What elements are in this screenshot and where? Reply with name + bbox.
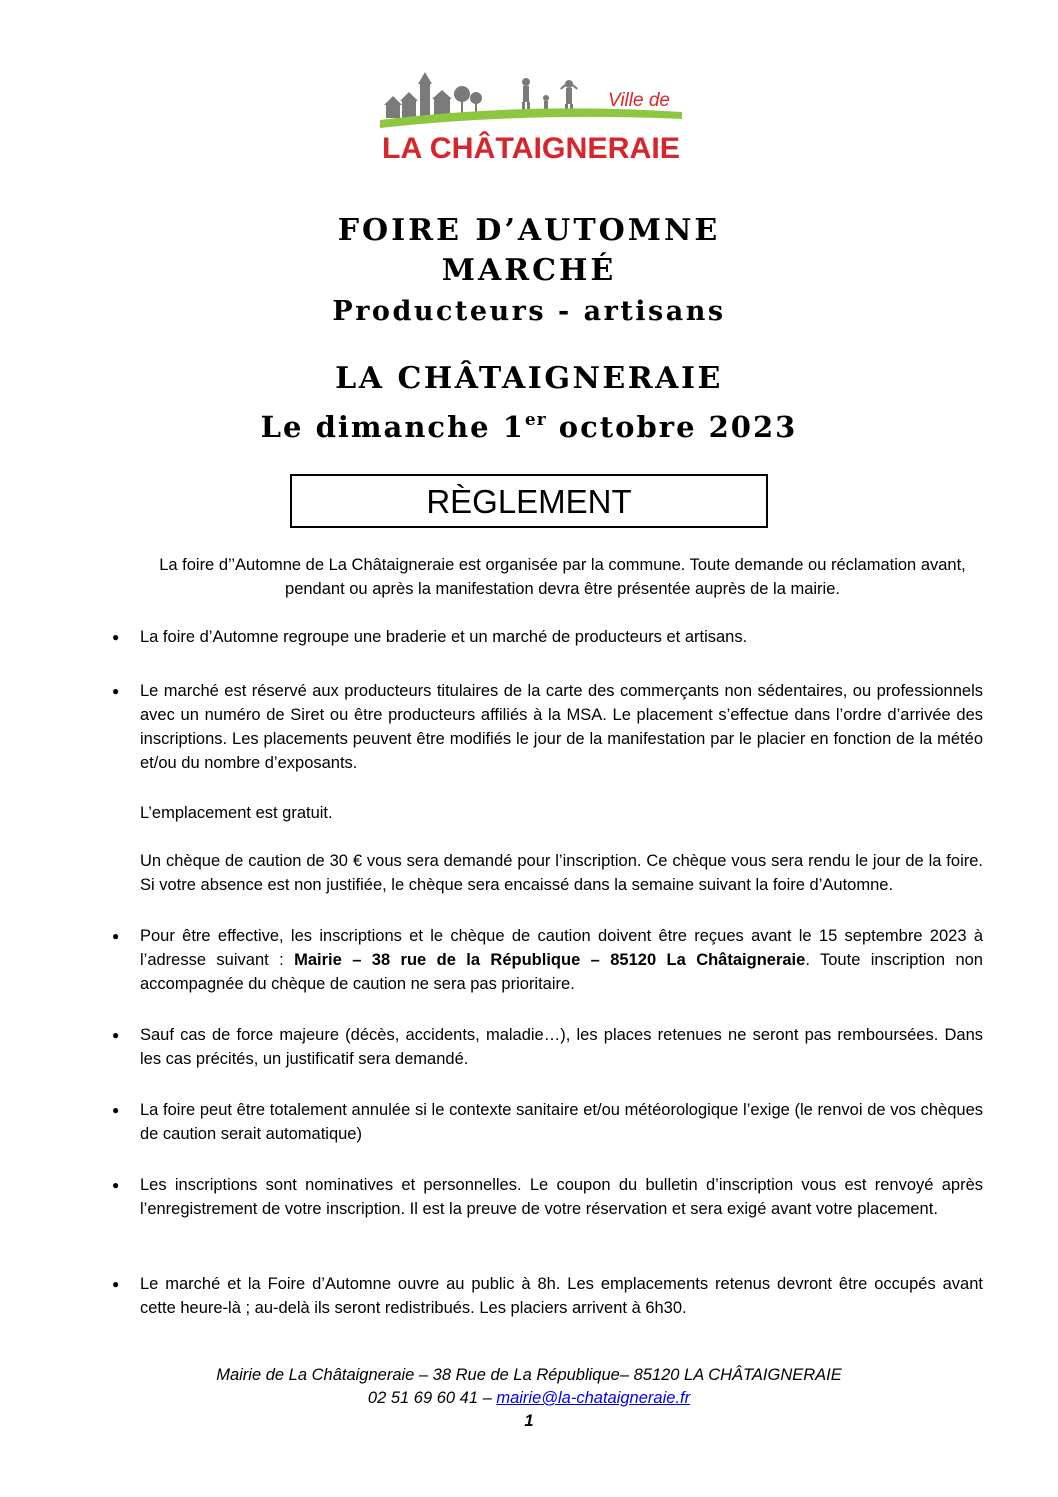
- bullet-icon: ●: [112, 929, 120, 943]
- title-ville: LA CHÂTAIGNERAIE: [335, 361, 723, 396]
- reglement-heading: RÈGLEMENT: [290, 474, 768, 528]
- rule-text: La foire peut être totalement annulée si le contexte sanitaire et/ou météorologique l’exige (le renvoi de vos chèques de caution serait automatique): [140, 1101, 983, 1143]
- title-foire: FOIRE D’AUTOMNE: [337, 213, 721, 248]
- rule-text: Sauf cas de force majeure (décès, accidents, maladie…), les places retenues ne seront pas remboursées. Dans les cas précités, un justificatif sera demandé.: [140, 1026, 983, 1068]
- rule-text: Les inscriptions sont nominatives et personnelles. Le coupon du bulletin d’inscription vous est renvoyé après l’enregistrement de votre inscription. Il est la preuve de votre réservation et sera exigé avant votre placement.: [140, 1176, 983, 1218]
- mairie-address: Mairie – 38 rue de la République – 85120 La Châtaigneraie: [294, 951, 806, 969]
- logo: [376, 72, 686, 168]
- date-suffix: octobre 2023: [546, 410, 798, 444]
- village-silhouette: [384, 72, 482, 118]
- title-producteurs: Producteurs - artisans: [332, 296, 726, 327]
- bullet-icon: ●: [112, 1277, 120, 1291]
- rule-text: La foire d’Automne regroupe une braderie et un marché de producteurs et artisans.: [140, 628, 748, 646]
- date-sup: er: [524, 410, 547, 430]
- title-marche: MARCHÉ: [441, 253, 617, 288]
- rule-text-pre: Pour être effective, les inscriptions et le chèque de caution doivent être reçues avant le 15 septembre 2023 à l’adresse suivant :: [140, 927, 983, 969]
- page-footer: [0, 1364, 1058, 1433]
- title-date: [0, 400, 1058, 447]
- page-number: 1: [524, 1412, 534, 1430]
- footer-address: Mairie de La Châtaigneraie – 38 Rue de La République– 85120 LA CHÂTAIGNERAIE: [216, 1366, 842, 1384]
- footer-contact: [0, 1387, 1058, 1410]
- rule-text: Un chèque de caution de 30 € vous sera demandé pour l’inscription. Ce chèque vous sera rendu le jour de la foire. Si votre absence est non justifiée, le chèque sera encaissé dans la semaine suivant la foire d’Automne.: [140, 852, 983, 894]
- bullet-icon: ●: [112, 684, 120, 698]
- logo-town-name: LA CHÂTAIGNERAIE: [382, 132, 677, 165]
- logo-graphic: [376, 72, 686, 168]
- rule-text: Le marché et la Foire d’Automne ouvre au public à 8h. Les emplacements retenus devront être occupés avant cette heure-là ; au-delà ils seront redistribués. Les placiers arrivent à 6h30.: [140, 1275, 983, 1317]
- footer-phone: 02 51 69 60 41 –: [367, 1389, 497, 1407]
- footer-email-link[interactable]: mairie@la-chataigneraie.fr: [496, 1389, 691, 1407]
- logo-ville-de: Ville de: [608, 90, 670, 111]
- intro-paragraph: La foire d’’Automne de La Châtaigneraie est organisée par la commune. Toute demande ou réclamation avant, pendant ou après la manifestation devra être présentée auprès de la mairie.: [159, 556, 966, 598]
- bullet-icon: ●: [112, 1028, 120, 1042]
- rule-text-post: . Toute inscription non accompagnée du chèque de caution ne sera pas prioritaire.: [140, 951, 983, 993]
- rule-text: [140, 924, 983, 996]
- date-prefix: Le dimanche 1: [260, 410, 525, 444]
- bullet-icon: ●: [112, 1103, 120, 1117]
- rule-text: Le marché est réservé aux producteurs titulaires de la carte des commerçants non sédentaires, ou professionnels avec un numéro de Siret ou être producteurs affiliés à la MSA. Le placement s’effectue dans l’ordre d’arrivée des inscriptions. Les placements peuvent être modifiés le jour de la manifestation par le placier en fonction de la météo et/ou du nombre d’exposants.: [140, 682, 983, 772]
- rule-text: L’emplacement est gratuit.: [140, 804, 333, 822]
- bullet-icon: ●: [112, 1178, 120, 1192]
- bullet-icon: ●: [112, 630, 120, 644]
